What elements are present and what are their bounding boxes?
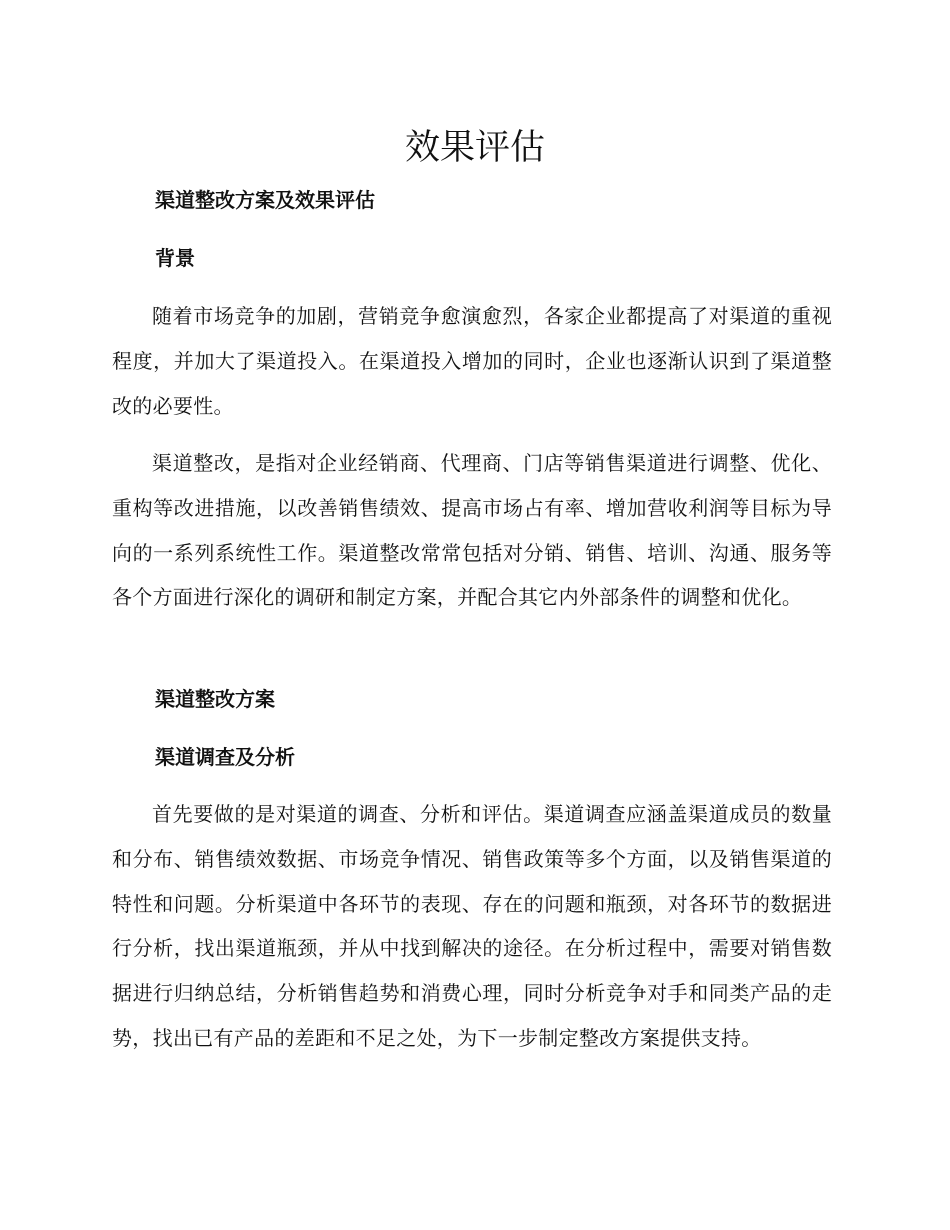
paragraph-background-1: 随着市场竞争的加剧，营销竞争愈演愈烈，各家企业都提高了对渠道的重视程度，并加大了渠道投入。在渠道投入增加的同时，企业也逐渐认识到了渠道整改的必要性。 (112, 304, 832, 418)
paragraph-survey-analysis: 首先要做的是对渠道的调查、分析和评估。渠道调查应涵盖渠道成员的数量和分布、销售绩效数据、市场竞争情况、销售政策等多个方面，以及销售渠道的特性和问题。分析渠道中各环节的表现、存在的问题和瓶颈，对各环节的数据进行分析，找出渠道瓶颈，并从中找到解决的途径。在分析过程中，需要对销售数据进行归纳总结，分析销售趋势和消费心理，同时分析竞争对手和同类产品的走势，找出已有产品的差距和不足之处，为下一步制定整改方案提供支持。 (112, 802, 832, 1050)
section-heading-background: 背景 (155, 246, 195, 270)
section-heading-rectification-plan: 渠道整改方案 (155, 687, 275, 711)
section-heading-survey-and-analysis: 渠道调查及分析 (155, 745, 295, 769)
section-heading-plan-and-evaluation: 渠道整改方案及效果评估 (155, 188, 375, 212)
paragraph-background-2: 渠道整改，是指对企业经销商、代理商、门店等销售渠道进行调整、优化、重构等改进措施，以改善销售绩效、提高市场占有率、增加营收利润等目标为导向的一系列系统性工作。渠道整改常常包括对分销、销售、培训、沟通、服务等各个方面进行深化的调研和制定方案，并配合其它内外部条件的调整和优化。 (112, 451, 832, 610)
document-title: 效果评估 (404, 128, 545, 168)
